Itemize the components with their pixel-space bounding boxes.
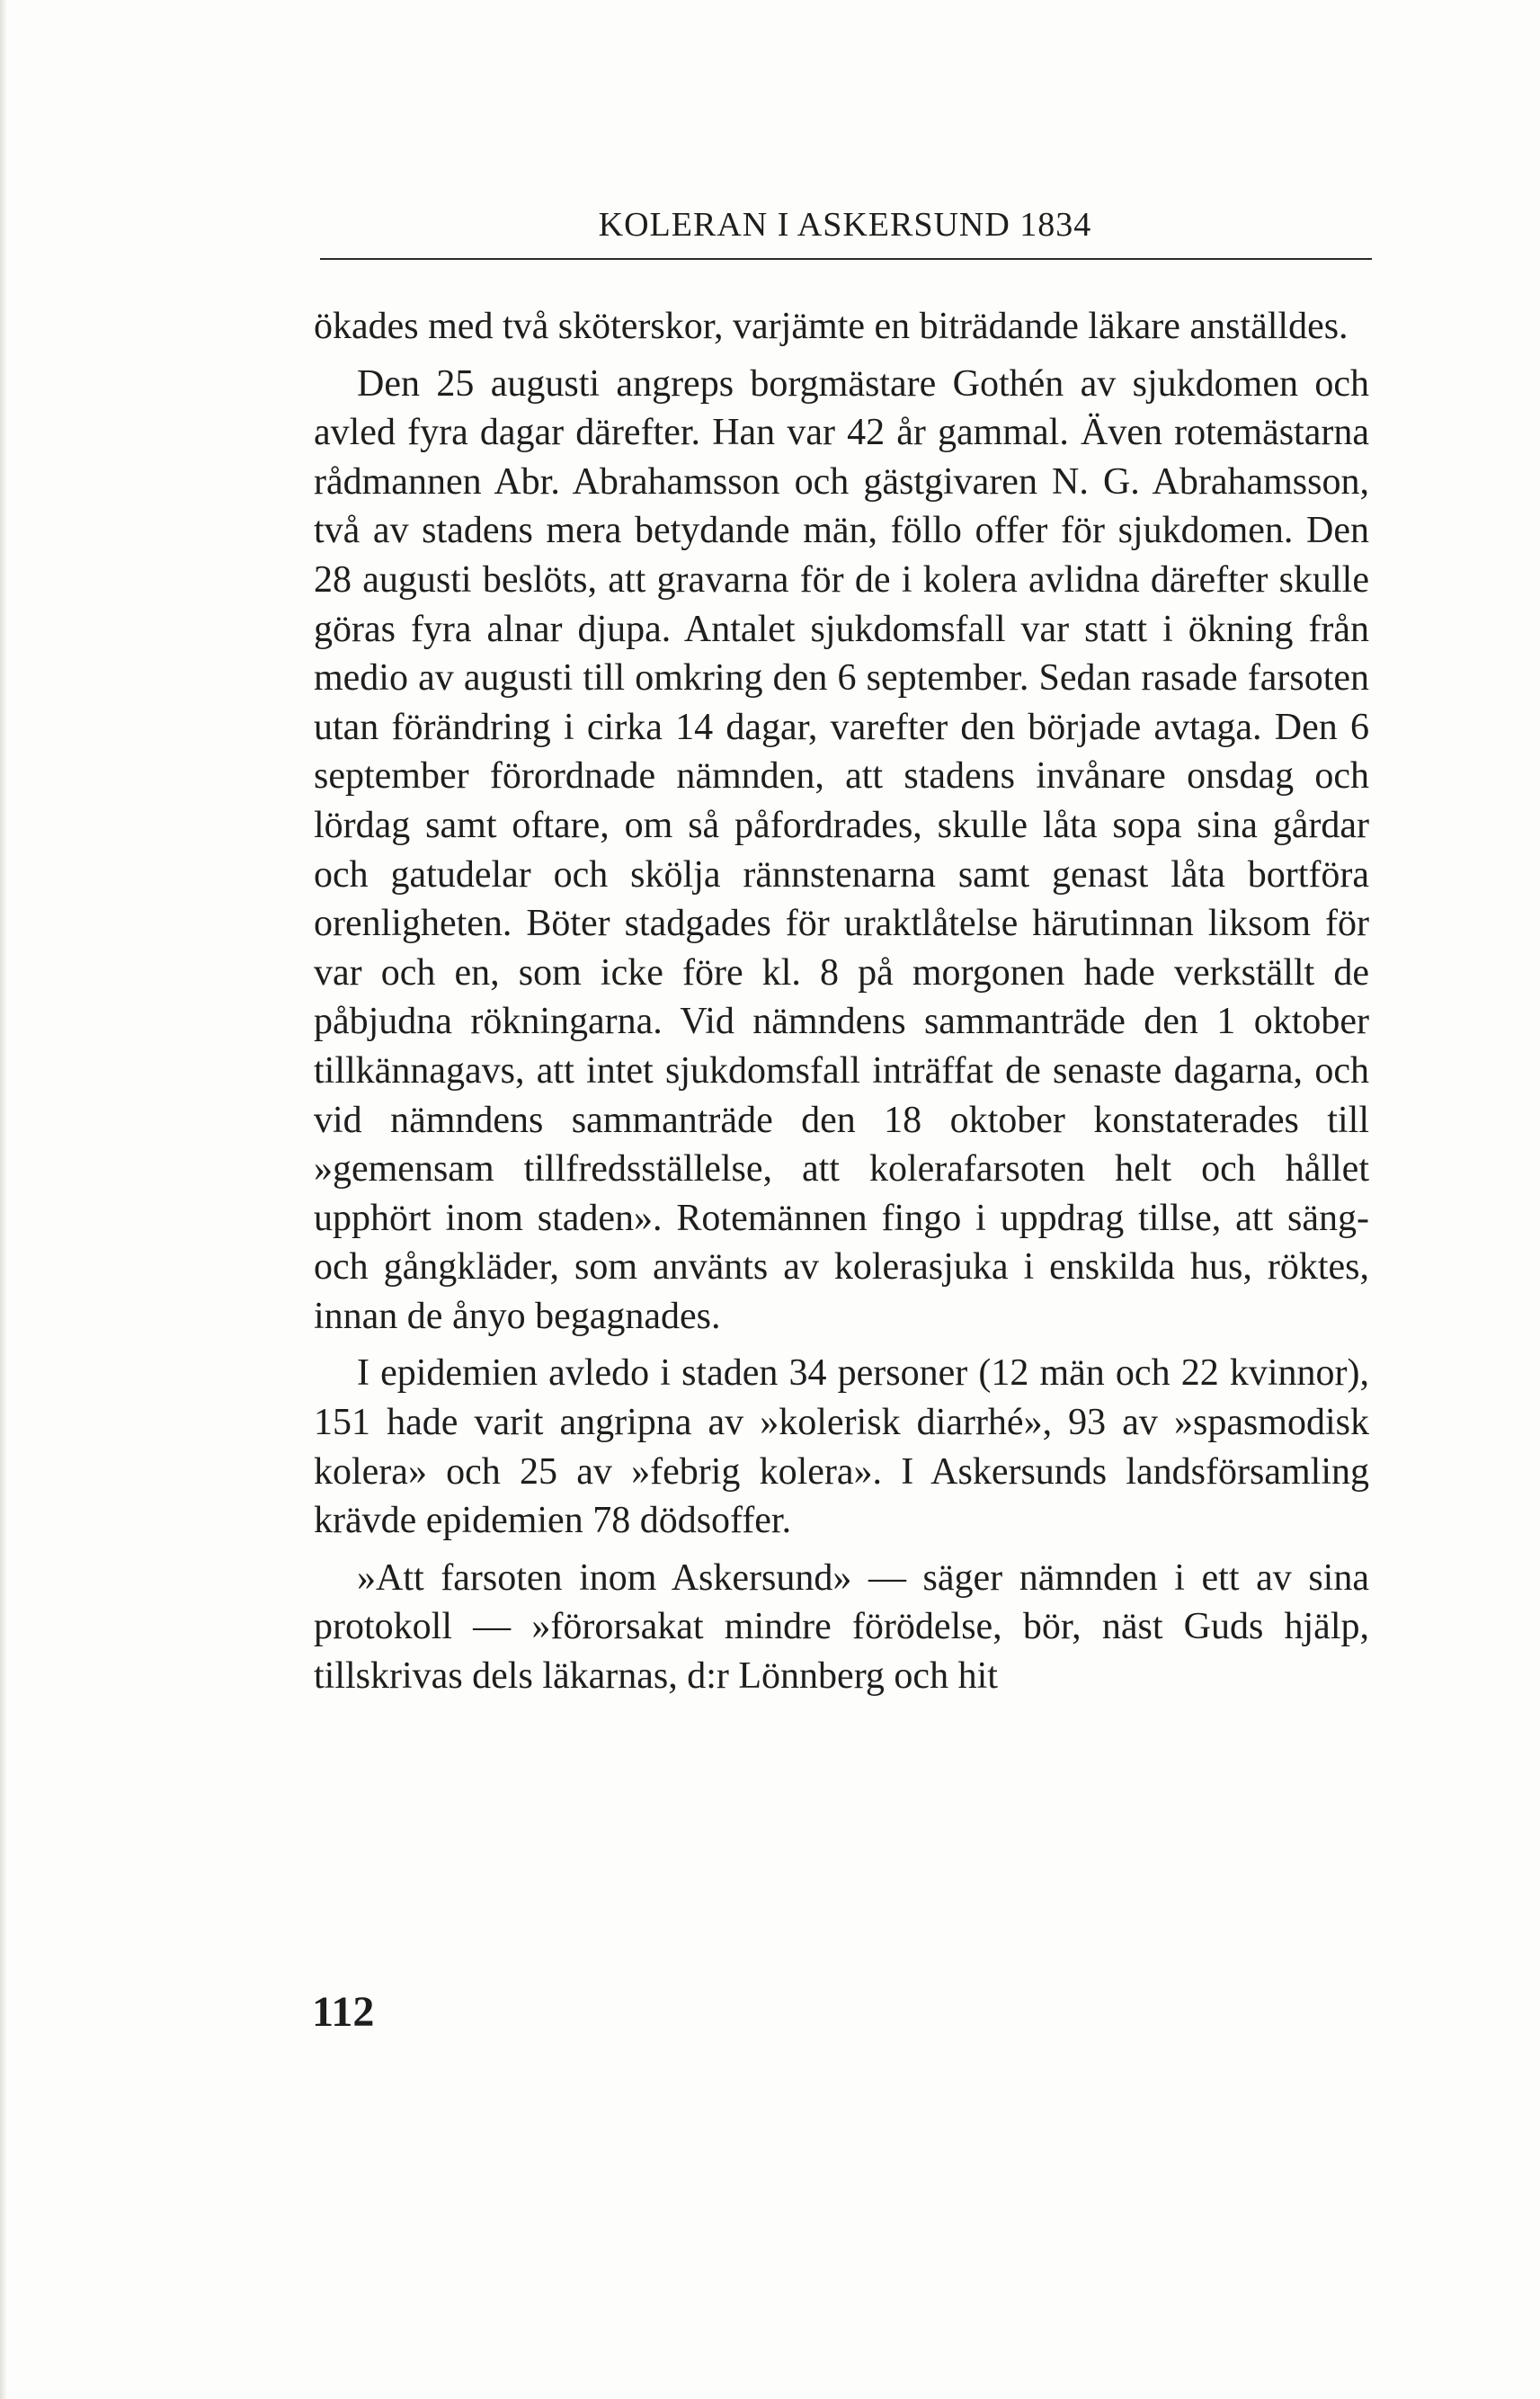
page-number: 112 [312, 1988, 375, 2036]
paragraph-4: »Att farsoten inom Askersund» — säger nämnden i ett av sina protokoll — »förorsakat mindre förödelse, bör, näst Guds hjälp, tillskrivas dels läkarnas, d:r Lönnberg och hit [314, 1556, 1369, 1698]
page-edge [0, 0, 7, 2399]
paragraph-3: I epidemien avledo i staden 34 personer (12 män och 22 kvinnor), 151 hade varit angripna av »kolerisk diarrhé», 93 av »spasmodisk kolera» och 25 av »febrig kolera». I Askersunds landsförsamling krävde epidemien 78 dödsoffer. [314, 1352, 1369, 1542]
body-text [314, 302, 1369, 1709]
paragraph-1: ökades med två sköterskor, varjämte en biträdande läkare anställdes. [314, 306, 1349, 347]
running-title: KOLERAN I ASKERSUND 1834 [598, 206, 1092, 244]
header-rule [320, 258, 1372, 260]
paragraph-2: Den 25 augusti angreps borgmästare Gothén av sjukdomen och avled fyra dagar därefter. Han var 42 år gammal. Även rotemästarna rådmannen Abr. Abrahamsson och gästgivaren N. G. Abrahamsson, två av stadens mera betydande män, föllo offer för sjukdomen. Den 28 augusti beslöts, att gravarna för de i kolera avlidna därefter skulle göras fyra alnar djupa. Antalet sjukdomsfall var statt i ökning från medio av augusti till omkring den 6 september. Sedan rasade farsoten utan förändring i cirka 14 dagar, varefter den började avtaga. Den 6 september förordnade nämnden, att stadens invånare onsdag och lördag samt oftare, om så påfordrades, skulle låta sopa sina gårdar och gatudelar och skölja rännstenarna samt genast låta bortföra orenligheten. Böter stadgades för uraktlåtelse härutinnan liksom för var och en, som icke före kl. 8 på morgonen hade verkställt de påbjudna rökningarna. Vid nämndens sammanträde den 1 oktober tillkännagavs, att intet sjukdomsfall inträffat de senaste dagarna, och vid nämndens sammanträde den 18 oktober konstaterades till »gemensam tillfredsställelse, att kolerafarsoten helt och hållet upphört inom staden». Rotemännen fingo i uppdrag tillse, att säng- och gångkläder, som använts av kolerasjuka i enskilda hus, röktes, innan de ånyo begagnades. [314, 362, 1369, 1337]
